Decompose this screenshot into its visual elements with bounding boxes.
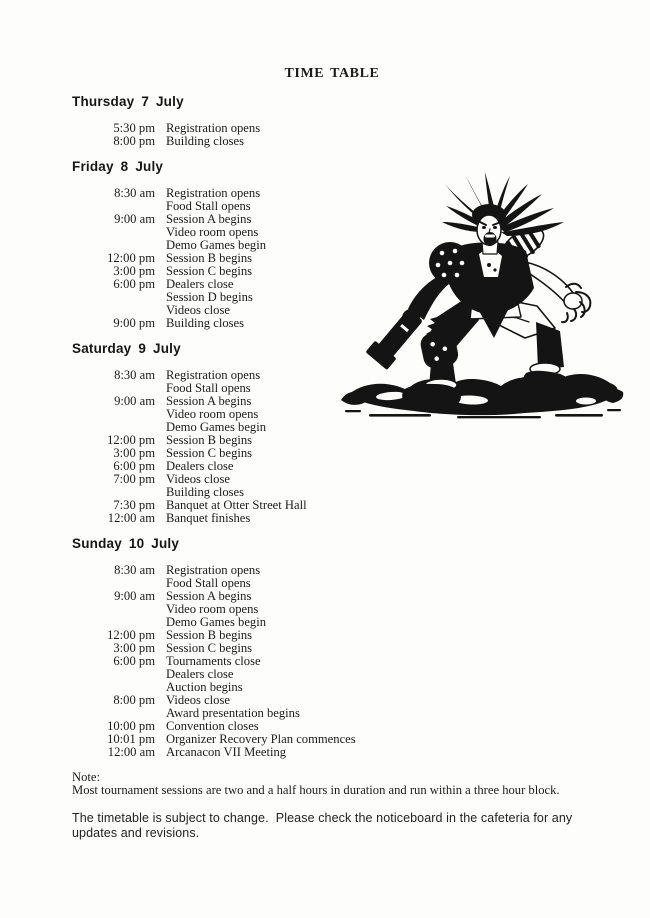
time-cell: 12:00 pm bbox=[107, 251, 155, 265]
time-cell: 3:00 pm bbox=[113, 264, 155, 278]
time-cell: 8:00 pm bbox=[113, 134, 155, 148]
time-cell: 6:00 pm bbox=[113, 277, 155, 291]
time-cell: 8:30 am bbox=[114, 186, 155, 200]
day-schedule-table bbox=[72, 564, 356, 759]
time-cell bbox=[72, 668, 166, 681]
time-cell: 12:00 pm bbox=[107, 433, 155, 447]
note-label: Note: bbox=[72, 770, 100, 784]
event-cell: Auction begins bbox=[166, 680, 243, 694]
day-section bbox=[72, 95, 632, 148]
punk-warrior-illustration bbox=[339, 170, 627, 422]
event-cell: Award presentation begins bbox=[166, 706, 300, 720]
event-cell: Registration opens bbox=[166, 186, 261, 200]
event-cell: Tournaments close bbox=[166, 654, 261, 668]
day-schedule-table bbox=[72, 187, 266, 330]
time-cell: 9:00 am bbox=[114, 589, 155, 603]
event-cell: Food Stall opens bbox=[166, 199, 251, 213]
time-cell bbox=[72, 603, 166, 616]
event-cell: Demo Games begin bbox=[166, 238, 267, 252]
event-cell: Session A begins bbox=[166, 589, 252, 603]
day-heading: Thursday 7 July bbox=[72, 94, 184, 109]
event-cell: Registration opens bbox=[166, 563, 261, 577]
event-cell: Dealers close bbox=[166, 459, 234, 473]
event-cell: Convention closes bbox=[166, 719, 259, 733]
event-cell: Building closes bbox=[166, 485, 245, 499]
event-cell: Building closes bbox=[166, 134, 245, 148]
time-cell bbox=[72, 408, 166, 421]
event-cell: Banquet finishes bbox=[166, 511, 251, 525]
event-cell: Video room opens bbox=[166, 602, 259, 616]
page-title: TIME TABLE bbox=[284, 66, 380, 81]
timetable-row bbox=[72, 512, 307, 525]
event-cell: Videos close bbox=[166, 693, 230, 707]
event-cell: Session B begins bbox=[166, 628, 253, 642]
event-cell: Registration opens bbox=[166, 368, 261, 382]
time-cell: 10:01 pm bbox=[107, 732, 155, 746]
time-cell: 12:00 pm bbox=[107, 628, 155, 642]
event-cell: Food Stall opens bbox=[166, 576, 251, 590]
time-cell: 3:00 pm bbox=[113, 446, 155, 460]
time-cell: 6:00 pm bbox=[113, 459, 155, 473]
timetable-row bbox=[72, 746, 356, 759]
event-cell: Video room opens bbox=[166, 225, 259, 239]
disclaimer-line-2: updates and revisions. bbox=[72, 826, 200, 840]
time-cell: 8:00 pm bbox=[113, 693, 155, 707]
event-cell: Session C begins bbox=[166, 264, 253, 278]
time-cell bbox=[72, 226, 166, 239]
time-cell: 10:00 pm bbox=[107, 719, 155, 733]
time-cell: 7:00 pm bbox=[113, 472, 155, 486]
event-cell: Video room opens bbox=[166, 407, 259, 421]
event-cell: Dealers close bbox=[166, 667, 234, 681]
event-cell: Registration opens bbox=[166, 121, 261, 135]
day-heading: Friday 8 July bbox=[72, 159, 164, 174]
event-cell: Demo Games begin bbox=[166, 420, 267, 434]
event-cell: Dealers close bbox=[166, 277, 234, 291]
event-cell: Demo Games begin bbox=[166, 615, 267, 629]
time-cell: 8:30 am bbox=[114, 563, 155, 577]
event-cell: Building closes bbox=[166, 316, 245, 330]
time-cell: 12:00 am bbox=[107, 511, 155, 525]
event-cell: Videos close bbox=[166, 472, 230, 486]
time-cell: 9:00 am bbox=[114, 394, 155, 408]
event-cell: Session A begins bbox=[166, 212, 252, 226]
event-cell: Session B begins bbox=[166, 433, 253, 447]
day-section bbox=[72, 537, 632, 759]
event-cell: Session C begins bbox=[166, 446, 253, 460]
event-cell: Session D begins bbox=[166, 290, 253, 304]
time-cell: 9:00 pm bbox=[113, 316, 155, 330]
time-cell bbox=[72, 291, 166, 304]
event-cell: Videos close bbox=[166, 303, 230, 317]
event-cell: Organizer Recovery Plan commences bbox=[166, 732, 356, 746]
event-cell: Session A begins bbox=[166, 394, 252, 408]
event-cell: Session C begins bbox=[166, 641, 253, 655]
note-block bbox=[72, 771, 632, 797]
day-heading: Saturday 9 July bbox=[72, 341, 181, 356]
timetable-row bbox=[72, 135, 260, 148]
time-cell: 12:00 am bbox=[107, 745, 155, 759]
time-cell: 7:30 pm bbox=[113, 498, 155, 512]
disclaimer-paragraph bbox=[72, 811, 632, 841]
time-cell: 9:00 am bbox=[114, 212, 155, 226]
time-cell: 5:30 pm bbox=[113, 121, 155, 135]
event-cell: Food Stall opens bbox=[166, 381, 251, 395]
disclaimer-line-1: The timetable is subject to change. Please check the noticeboard in the cafeteria for any bbox=[72, 811, 573, 825]
event-cell: Arcanacon VII Meeting bbox=[166, 745, 287, 759]
time-cell: 6:00 pm bbox=[113, 654, 155, 668]
punk-warrior-drawing bbox=[339, 170, 627, 422]
time-cell: 8:30 am bbox=[114, 368, 155, 382]
day-schedule-table bbox=[72, 122, 260, 148]
day-heading: Sunday 10 July bbox=[72, 536, 180, 551]
timetable-row bbox=[72, 317, 266, 330]
event-cell: Banquet at Otter Street Hall bbox=[166, 498, 307, 512]
note-body: Most tournament sessions are two and a half hours in duration and run within a three hour block. bbox=[72, 783, 560, 797]
day-schedule-table bbox=[72, 369, 307, 525]
time-cell: 3:00 pm bbox=[113, 641, 155, 655]
event-cell: Session B begins bbox=[166, 251, 253, 265]
